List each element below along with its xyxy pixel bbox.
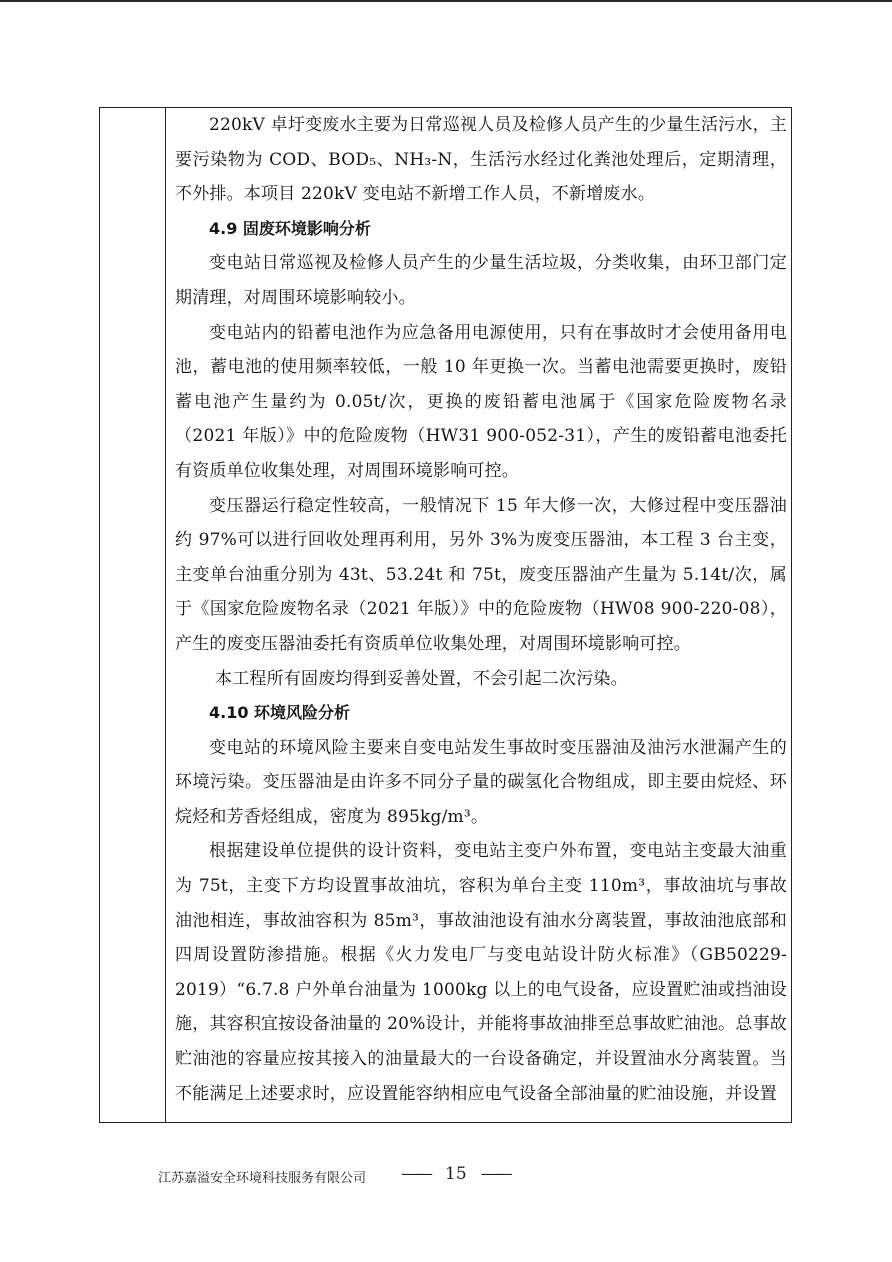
page-number: 15 [445, 1164, 467, 1184]
section-heading-4-10: 4.10 环境风险分析 [209, 703, 351, 723]
table-content-cell [175, 108, 787, 1111]
paragraph-accident-oil-pit: 根据建设单位提供的设计资料，变电站主变户外布置，变电站主变最大油重为 75t，主变下方均设置事故油坑，容积为单台主变 110m³，事故油坑与事故油池相连，事故油容积为 85m³，事故油池设有油水分离装置，事故油池底部和四周设置防渗措施。根据《火力发电厂与变电站设计防火标准》（GB50229-2019）“6.7.8 户外单台油量为 1000kg 以上的电气设备，应设置贮油或挡油设施，其容积宜按设备油量的 20%设计，并能将事故油排至总事故贮油池。总事故贮油池的容量应按其接入的油量最大的一台设备确定，并设置油水分离装置。当不能满足上述要求时，应设置能容纳相应电气设备全部油量的贮油设施，并设置 [175, 841, 787, 1104]
paragraph-domestic-waste: 变电站日常巡视及检修人员产生的少量生活垃圾，分类收集，由环卫部门定期清理，对周围环境影响较小。 [175, 253, 787, 308]
page-footer [158, 1164, 518, 1190]
company-name: 江苏嘉溢安全环境科技服务有限公司 [158, 1171, 367, 1186]
document-table [99, 107, 792, 1123]
table-label-column [100, 108, 166, 1122]
paragraph-lead-battery: 变电站内的铅蓄电池作为应急备用电源使用，只有在事故时才会使用备用电池，蓄电池的使用频率较低，一般 10 年更换一次。当蓄电池需要更换时，废铅蓄电池产生量约为 0.05t/次，更换的废铅蓄电池属于《国家危险废物名录（2021 年版）》中的危险废物（HW31 900-052-31），产生的废铅蓄电池委托有资质单位收集处理，对周围环境影响可控。 [175, 322, 787, 481]
page-dash-right: —— [480, 1164, 511, 1184]
paragraph-transformer-oil: 变压器运行稳定性较高，一般情况下 15 年大修一次，大修过程中变压器油约 97%可以进行回收处理再利用，另外 3%为废变压器油，本工程 3 台主变，主变单台油重分别为 43t、53.24t 和 75t，废变压器油产生量为 5.14t/次，属于《国家危险废物名录（2021 年版）》中的危险废物（HW08 900-220-08），产生的废变压器油委托有资质单位收集处理，对周围环境影响可控。 [175, 495, 787, 654]
page-number-block [401, 1164, 511, 1184]
paragraph-wastewater: 220kV 卓圩变废水主要为日常巡视人员及检修人员产生的少量生活污水，主要污染物为 COD、BOD₅、NH₃-N，生活污水经过化粪池处理后，定期清理，不外排。本项目 220kV 变电站不新增工作人员，不新增废水。 [175, 115, 787, 205]
paragraph-solid-waste-summary: 本工程所有固废均得到妥善处置，不会引起二次污染。 [215, 668, 628, 689]
page-dash-left: —— [401, 1164, 431, 1184]
paragraph-environmental-risk: 变电站的环境风险主要来自变电站发生事故时变压器油及油污水泄漏产生的环境污染。变压器油是由许多不同分子量的碳氢化合物组成，即主要由烷烃、环烷烃和芳香烃组成，密度为 895kg/m³。 [175, 737, 787, 827]
section-heading-4-9: 4.9 固废环境影响分析 [209, 218, 371, 238]
top-rule [0, 0, 892, 2]
